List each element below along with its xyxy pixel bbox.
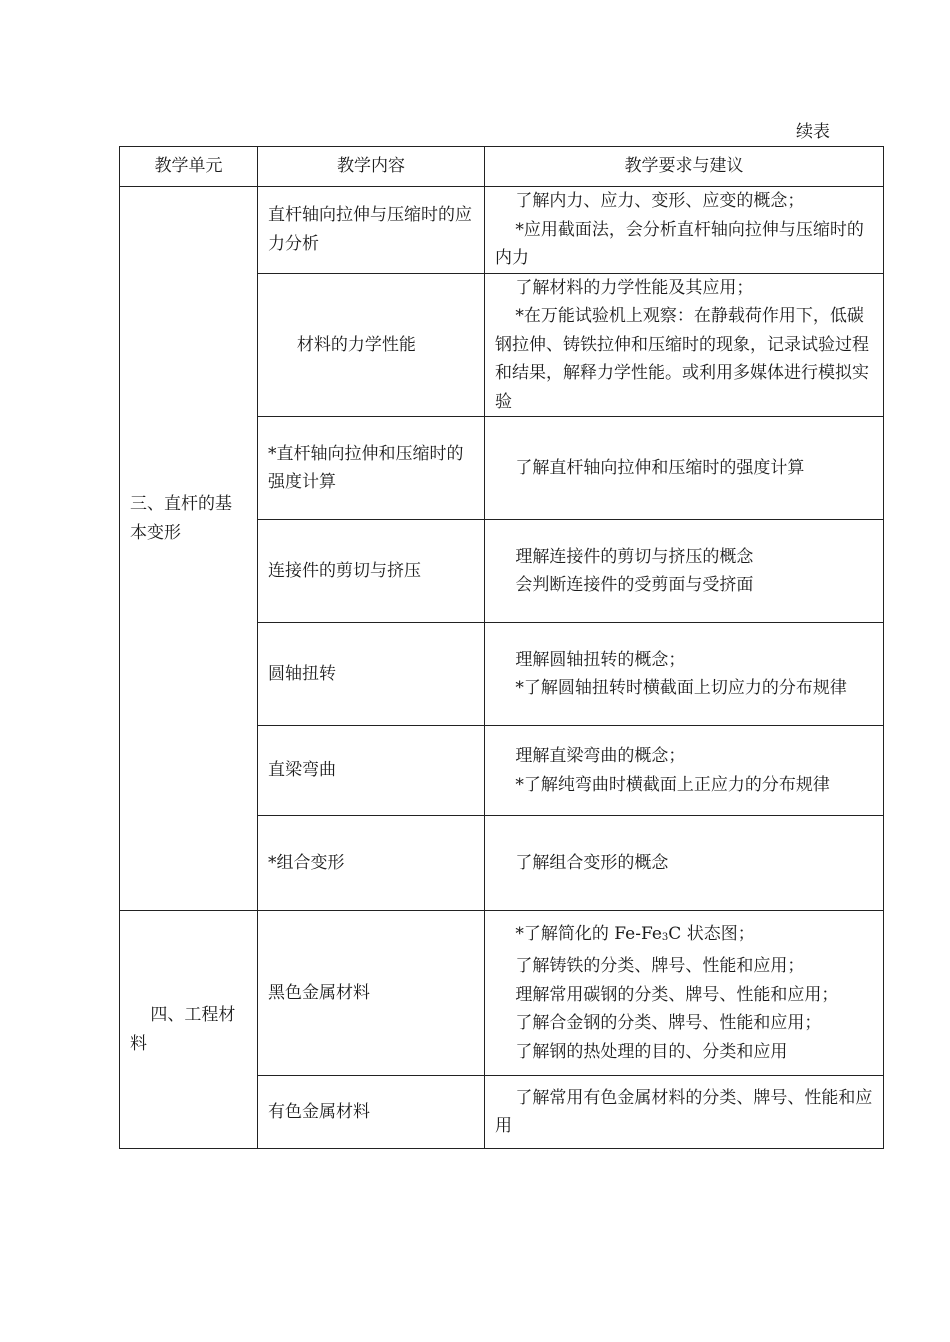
requirements-cell: 理解直梁弯曲的概念； *了解纯弯曲时横截面上正应力的分布规律: [485, 726, 884, 816]
header-teaching-content: 教学内容: [258, 147, 485, 187]
content-cell: 圆轴扭转: [258, 623, 485, 726]
requirements-cell: 理解连接件的剪切与挤压的概念 会判断连接件的受剪面与受挤面: [485, 520, 884, 623]
requirements-cell: 了解直杆轴向拉伸和压缩时的强度计算: [485, 417, 884, 520]
content-cell: 直梁弯曲: [258, 726, 485, 816]
table-header-row: [120, 147, 884, 187]
table-row: [120, 911, 884, 1076]
content-cell: *组合变形: [258, 816, 485, 911]
content-cell: 直杆轴向拉伸与压缩时的应力分析: [258, 187, 485, 274]
continued-label: 续表: [796, 122, 830, 142]
table-row: [120, 187, 884, 274]
syllabus-table: [119, 146, 884, 1149]
unit-name: 三、直杆的基本变形: [120, 187, 258, 911]
requirements-cell: 了解内力、应力、变形、应变的概念； *应用截面法，会分析直杆轴向拉伸与压缩时的内力: [485, 187, 884, 274]
requirements-cell: 理解圆轴扭转的概念； *了解圆轴扭转时横截面上切应力的分布规律: [485, 623, 884, 726]
content-cell: 连接件的剪切与挤压: [258, 520, 485, 623]
content-cell: 材料的力学性能: [258, 273, 485, 417]
requirements-cell: 了解组合变形的概念: [485, 816, 884, 911]
header-requirements: 教学要求与建议: [485, 147, 884, 187]
content-cell: *直杆轴向拉伸和压缩时的强度计算: [258, 417, 485, 520]
content-cell: 黑色金属材料: [258, 911, 485, 1076]
requirements-cell: 了解材料的力学性能及其应用； *在万能试验机上观察：在静载荷作用下，低碳钢拉伸、铸铁拉伸和压缩时的现象，记录试验过程和结果，解释力学性能。或利用多媒体进行模拟实验: [485, 273, 884, 417]
unit-name: 四、工程材料: [120, 911, 258, 1149]
header-teaching-unit: 教学单元: [120, 147, 258, 187]
requirements-cell: 了解常用有色金属材料的分类、牌号、性能和应用: [485, 1076, 884, 1149]
content-cell: 有色金属材料: [258, 1076, 485, 1149]
requirements-cell: *了解简化的 $Fe-Fe_3C$ 状态图； 了解铸铁的分类、牌号、性能和应用； 理解常用碳钢的分类、牌号、性能和应用； 了解合金钢的分类、牌号、性能和应用； 了解钢的热处理的目的、分类和应用: [485, 911, 884, 1076]
